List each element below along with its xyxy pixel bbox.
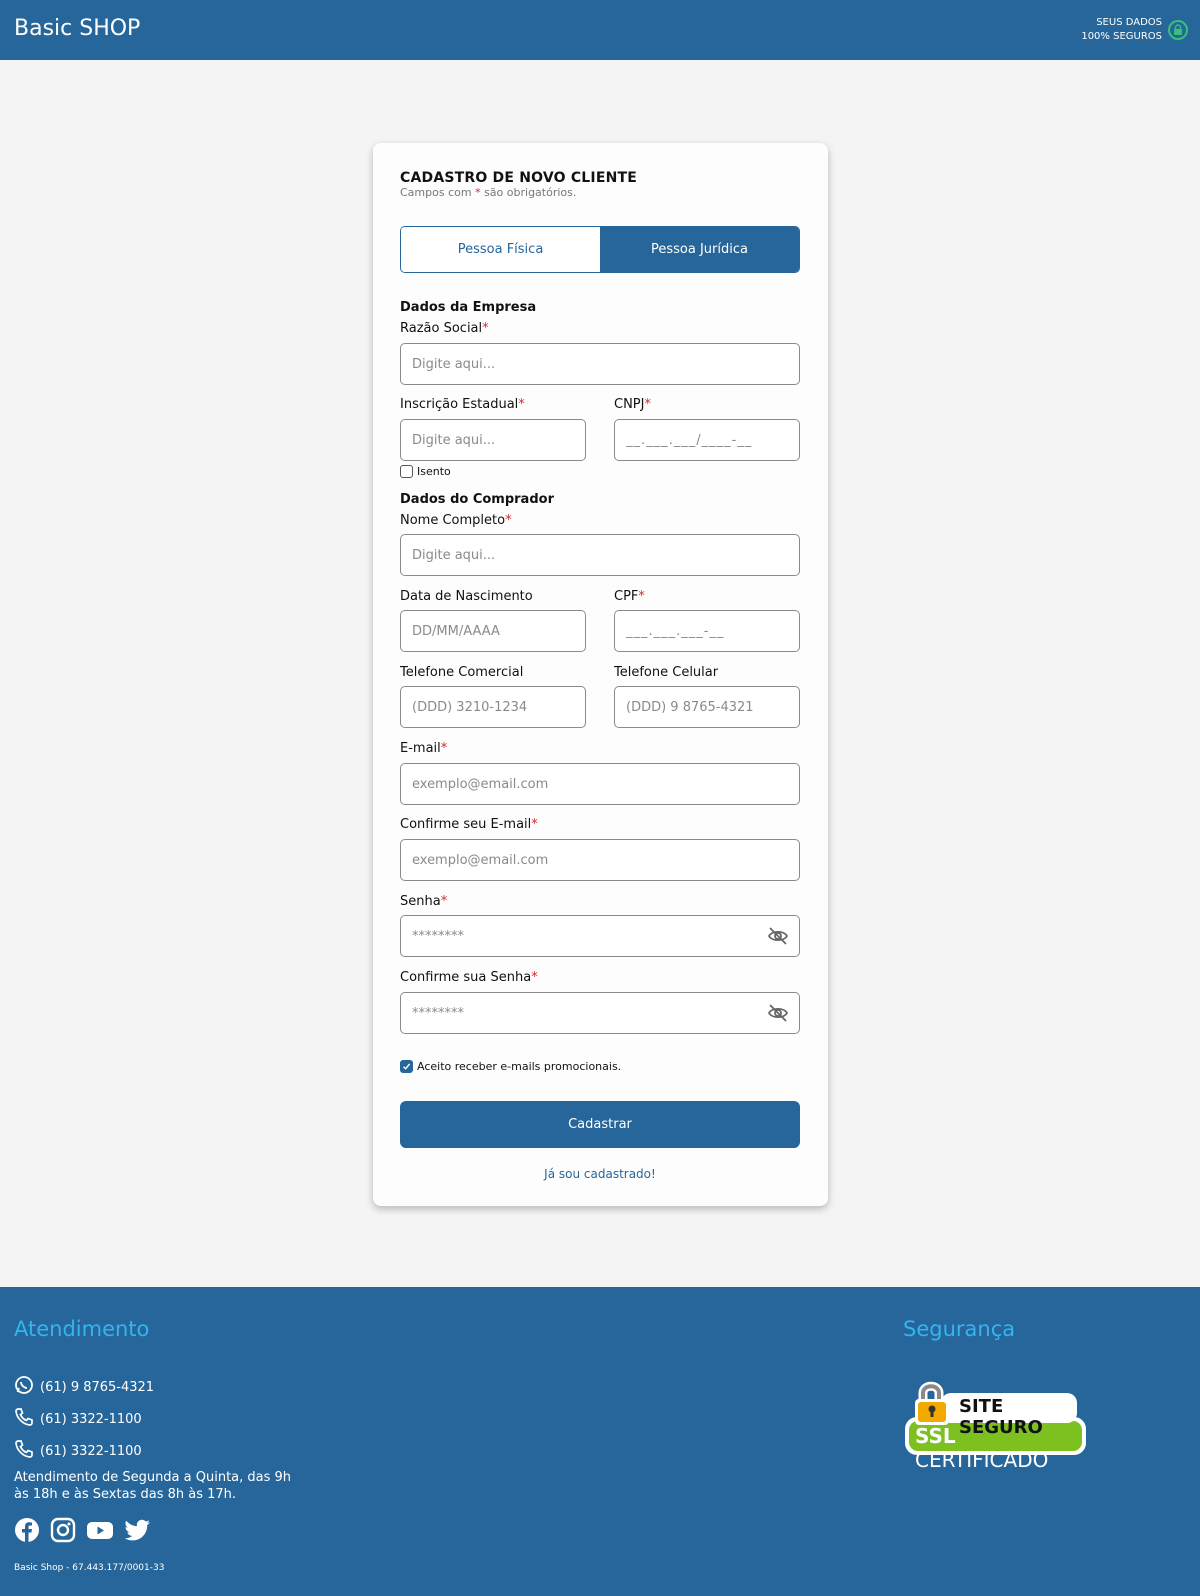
telefone-celular-input[interactable]: (DDD) 9 8765-4321 — [614, 686, 800, 728]
person-type-tabs — [400, 226, 800, 273]
email-input[interactable]: exemplo@email.com — [400, 763, 800, 805]
telefone-comercial-label: Telefone Comercial — [400, 665, 524, 680]
cnpj-label: CNPJ* — [614, 397, 651, 412]
tab-pessoa-juridica[interactable]: Pessoa Jurídica — [600, 227, 799, 272]
registration-card — [373, 143, 828, 1206]
confirm-password-label: Confirme sua Senha* — [400, 970, 538, 985]
telefone-celular-label: Telefone Celular — [614, 665, 719, 680]
phone-icon — [14, 1407, 34, 1431]
secure-data-text: SEUS DADOS 100% SEGUROS — [1081, 17, 1162, 42]
contact-phone-1[interactable]: (61) 3322-1100 — [14, 1407, 142, 1431]
email-label: E-mail* — [400, 741, 448, 756]
data-nascimento-label: Data de Nascimento — [400, 589, 533, 604]
lock-icon — [1168, 20, 1188, 40]
whatsapp-icon — [14, 1375, 34, 1399]
support-hours: Atendimento de Segunda a Quinta, das 9h às 18h e às Sextas das 8h às 17h. — [14, 1470, 292, 1502]
twitter-icon[interactable] — [124, 1517, 152, 1547]
promo-checkbox[interactable] — [400, 1060, 413, 1073]
register-button[interactable]: Cadastrar — [400, 1101, 800, 1148]
ssl-certificate-seal — [903, 1373, 1088, 1472]
isento-label: Isento — [417, 465, 451, 478]
password-input[interactable] — [400, 915, 800, 957]
tab-pessoa-fisica[interactable]: Pessoa Física — [401, 227, 600, 272]
telefone-comercial-input[interactable]: (DDD) 3210-1234 — [400, 686, 586, 728]
contact-whatsapp[interactable]: (61) 9 8765-4321 — [14, 1375, 154, 1399]
inscricao-estadual-label: Inscrição Estadual* — [400, 397, 525, 412]
cnpj-input[interactable]: __.___.___/____-__ — [614, 419, 800, 461]
form-subtitle: Campos com * são obrigatórios. — [400, 186, 577, 199]
instagram-icon[interactable] — [50, 1517, 76, 1547]
cpf-label: CPF* — [614, 589, 645, 604]
password-label: Senha* — [400, 894, 448, 909]
inscricao-estadual-input[interactable]: Digite aqui... — [400, 419, 586, 461]
nome-completo-label: Nome Completo* — [400, 513, 512, 528]
contact-phone-2[interactable]: (61) 3322-1100 — [14, 1439, 142, 1463]
support-title: Atendimento — [14, 1317, 150, 1341]
isento-checkbox[interactable] — [400, 465, 413, 478]
cpf-input[interactable]: ___.___.___-__ — [614, 610, 800, 652]
facebook-icon[interactable] — [14, 1517, 40, 1547]
data-nascimento-input[interactable]: DD/MM/AAAA — [400, 610, 586, 652]
company-section-title: Dados da Empresa — [400, 300, 537, 315]
nome-completo-input[interactable]: Digite aqui... — [400, 534, 800, 576]
confirm-email-input[interactable]: exemplo@email.com — [400, 839, 800, 881]
razao-social-input[interactable]: Digite aqui... — [400, 343, 800, 385]
razao-social-label: Razão Social* — [400, 321, 489, 336]
security-title: Segurança — [903, 1317, 1016, 1341]
eye-off-icon[interactable] — [767, 1003, 789, 1027]
brand-logo[interactable]: Basic SHOP — [14, 16, 141, 41]
ssl-site-seguro: SITE SEGURO — [959, 1396, 1043, 1438]
phone-icon — [14, 1439, 34, 1463]
youtube-icon[interactable] — [86, 1517, 114, 1547]
social-links — [14, 1517, 152, 1547]
promo-label: Aceito receber e-mails promocionais. — [417, 1060, 622, 1073]
confirm-email-label: Confirme seu E-mail* — [400, 817, 538, 832]
buyer-section-title: Dados do Comprador — [400, 492, 554, 507]
site-footer — [0, 1287, 1200, 1596]
ssl-certificado-text: SSL CERTIFICADO — [915, 1424, 1049, 1472]
top-header — [0, 0, 1200, 60]
secure-data-badge — [1081, 16, 1188, 44]
company-legal-id: Basic Shop - 67.443.177/0001-33 — [14, 1563, 165, 1573]
confirm-password-input[interactable] — [400, 992, 800, 1034]
isento-checkbox-row[interactable] — [400, 465, 451, 478]
eye-off-icon[interactable] — [767, 926, 789, 950]
form-title: CADASTRO DE NOVO CLIENTE — [400, 170, 638, 186]
already-registered-link[interactable]: Já sou cadastrado! — [544, 1167, 656, 1181]
confirm-password-value: ******** — [412, 1005, 464, 1021]
promo-checkbox-row[interactable] — [400, 1060, 621, 1073]
password-value: ******** — [412, 928, 464, 944]
